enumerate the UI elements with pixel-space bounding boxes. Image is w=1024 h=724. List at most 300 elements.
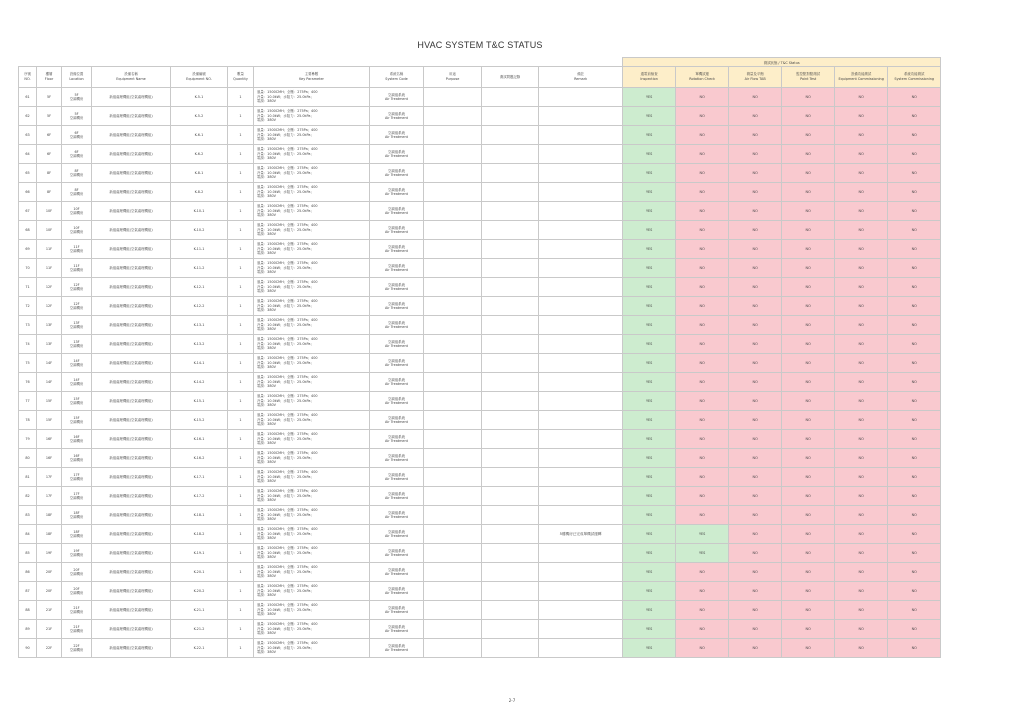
status-cell: NO bbox=[782, 297, 835, 316]
row-equipment-code: K-15-1 bbox=[171, 392, 228, 411]
row-quantity: 1 bbox=[228, 601, 254, 620]
row-equipment-name: 新風處理機組(空氣處理機組) bbox=[92, 468, 171, 487]
system-name-zh: 空調風系統 bbox=[388, 92, 405, 97]
parameter-line: 冷量：10.0kW；水阻力：25.0kPa； bbox=[257, 227, 314, 232]
parameter-line: 冷量：10.0kW；水阻力：25.0kPa； bbox=[257, 303, 314, 308]
column-header-en: Key Parameter bbox=[299, 77, 324, 81]
table-row bbox=[19, 145, 941, 164]
row-number: 78 bbox=[19, 411, 37, 430]
row-floor: 5F bbox=[37, 107, 62, 126]
status-cell: NO bbox=[835, 183, 888, 202]
parameter-line: 冷量：10.0kW；水阻力：25.0kPa； bbox=[257, 645, 314, 650]
status-cell: NO bbox=[782, 449, 835, 468]
row-system-code bbox=[370, 164, 424, 183]
status-cell: NO bbox=[888, 221, 941, 240]
status-cell: NO bbox=[782, 544, 835, 563]
parameter-line: 風量：1500CMH；全壓：275Pa；400 bbox=[257, 90, 318, 95]
location-room: 空調機房 bbox=[69, 439, 84, 443]
row-remark bbox=[539, 221, 623, 240]
status-cell: NO bbox=[888, 202, 941, 221]
status-cell: YES bbox=[623, 259, 676, 278]
row-floor: 17F bbox=[37, 468, 62, 487]
row-number: 79 bbox=[19, 430, 37, 449]
row-remark bbox=[539, 601, 623, 620]
parameter-line: 風量：1500CMH；全壓：275Pa；400 bbox=[257, 489, 318, 494]
parameter-line: 風量：1500CMH；全壓：275Pa；400 bbox=[257, 413, 318, 418]
status-cell: NO bbox=[888, 259, 941, 278]
row-key-parameter bbox=[254, 392, 370, 411]
system-name-zh: 空調風系統 bbox=[388, 472, 405, 477]
status-cell: NO bbox=[729, 221, 782, 240]
status-cell: YES bbox=[623, 88, 676, 107]
row-number: 61 bbox=[19, 88, 37, 107]
row-key-parameter bbox=[254, 487, 370, 506]
table-row bbox=[19, 430, 941, 449]
column-header bbox=[62, 67, 92, 88]
table-row bbox=[19, 468, 941, 487]
parameter-line: 風量：1500CMH；全壓：275Pa；400 bbox=[257, 622, 318, 627]
row-purpose bbox=[424, 335, 482, 354]
row-floor: 8F bbox=[37, 183, 62, 202]
parameter-line: 冷量：10.0kW；水阻力：25.0kPa； bbox=[257, 246, 314, 251]
status-cell: NO bbox=[782, 202, 835, 221]
location-room: 空調機房 bbox=[69, 477, 84, 481]
row-floor: 19F bbox=[37, 544, 62, 563]
row-issue-record bbox=[482, 430, 539, 449]
column-header-zh: 用途 bbox=[449, 72, 456, 76]
status-cell: NO bbox=[676, 449, 729, 468]
row-equipment-code: K-5-1 bbox=[171, 88, 228, 107]
row-number: 83 bbox=[19, 506, 37, 525]
row-equipment-code: K-8-2 bbox=[171, 183, 228, 202]
row-key-parameter bbox=[254, 468, 370, 487]
system-name-en: Air Treatment bbox=[385, 230, 408, 234]
row-number: 71 bbox=[19, 278, 37, 297]
row-location bbox=[62, 411, 92, 430]
location-floor: 19F bbox=[73, 548, 80, 553]
column-header-en: Location bbox=[69, 77, 84, 81]
table-row bbox=[19, 544, 941, 563]
row-equipment-name: 新風處理機組(空氣處理機組) bbox=[92, 164, 171, 183]
status-cell: NO bbox=[888, 582, 941, 601]
row-floor: 15F bbox=[37, 411, 62, 430]
status-cell: NO bbox=[888, 430, 941, 449]
row-quantity: 1 bbox=[228, 354, 254, 373]
row-purpose bbox=[424, 639, 482, 658]
row-issue-record bbox=[482, 88, 539, 107]
column-header bbox=[254, 67, 370, 88]
status-cell: NO bbox=[676, 373, 729, 392]
status-cell: NO bbox=[729, 468, 782, 487]
row-location bbox=[62, 506, 92, 525]
row-equipment-name: 新風處理機組(空氣處理機組) bbox=[92, 563, 171, 582]
status-cell: NO bbox=[676, 221, 729, 240]
row-key-parameter bbox=[254, 373, 370, 392]
parameter-line: 冷量：10.0kW；水阻力：25.0kPa； bbox=[257, 322, 314, 327]
row-quantity: 1 bbox=[228, 316, 254, 335]
table-row bbox=[19, 411, 941, 430]
status-cell: NO bbox=[835, 107, 888, 126]
row-remark bbox=[539, 487, 623, 506]
row-quantity: 1 bbox=[228, 506, 254, 525]
row-issue-record bbox=[482, 126, 539, 145]
status-cell: NO bbox=[782, 88, 835, 107]
system-name-en: Air Treatment bbox=[385, 382, 408, 386]
location-floor: 14F bbox=[73, 377, 80, 382]
location-floor: 22F bbox=[73, 643, 80, 648]
row-key-parameter bbox=[254, 88, 370, 107]
parameter-line: 冷量：10.0kW；水阻力：25.0kPa； bbox=[257, 417, 314, 422]
row-equipment-name: 新風處理機組(空氣處理機組) bbox=[92, 240, 171, 259]
parameter-line: 冷量：10.0kW；水阻力：25.0kPa； bbox=[257, 436, 314, 441]
row-key-parameter bbox=[254, 259, 370, 278]
row-floor: 11F bbox=[37, 240, 62, 259]
row-remark bbox=[539, 183, 623, 202]
table-row bbox=[19, 164, 941, 183]
system-name-zh: 空調風系統 bbox=[388, 377, 405, 382]
parameter-line: 電源：380V bbox=[257, 327, 276, 332]
status-cell: NO bbox=[835, 202, 888, 221]
status-cell: NO bbox=[782, 487, 835, 506]
row-purpose bbox=[424, 544, 482, 563]
table-row bbox=[19, 240, 941, 259]
status-cell: NO bbox=[835, 278, 888, 297]
row-system-code bbox=[370, 430, 424, 449]
row-equipment-code: K-21-2 bbox=[171, 620, 228, 639]
status-cell: NO bbox=[676, 430, 729, 449]
parameter-line: 風量：1500CMH；全壓：275Pa；400 bbox=[257, 337, 318, 342]
parameter-line: 電源：380V bbox=[257, 612, 276, 617]
status-cell: NO bbox=[888, 639, 941, 658]
location-room: 空調機房 bbox=[69, 496, 84, 500]
row-remark bbox=[539, 544, 623, 563]
location-floor: 17F bbox=[73, 472, 80, 477]
parameter-line: 風量：1500CMH；全壓：275Pa；400 bbox=[257, 280, 318, 285]
status-cell: YES bbox=[623, 563, 676, 582]
status-cell: NO bbox=[835, 639, 888, 658]
row-number: 73 bbox=[19, 316, 37, 335]
status-cell: YES bbox=[623, 316, 676, 335]
row-remark bbox=[539, 392, 623, 411]
row-location bbox=[62, 392, 92, 411]
page-number: 2-7 bbox=[508, 698, 516, 703]
row-floor: 10F bbox=[37, 202, 62, 221]
parameter-line: 冷量：10.0kW；水阻力：25.0kPa； bbox=[257, 474, 314, 479]
row-purpose bbox=[424, 145, 482, 164]
parameter-line: 冷量：10.0kW；水阻力：25.0kPa； bbox=[257, 151, 314, 156]
row-equipment-code: K-10-2 bbox=[171, 221, 228, 240]
row-issue-record bbox=[482, 525, 539, 544]
location-room: 空調機房 bbox=[69, 325, 84, 329]
parameter-line: 風量：1500CMH；全壓：275Pa；400 bbox=[257, 603, 318, 608]
location-room: 空調機房 bbox=[69, 458, 84, 462]
status-cell: NO bbox=[835, 620, 888, 639]
parameter-line: 風量：1500CMH；全壓：275Pa；400 bbox=[257, 565, 318, 570]
parameter-line: 電源：380V bbox=[257, 232, 276, 237]
status-cell: NO bbox=[835, 563, 888, 582]
row-key-parameter bbox=[254, 297, 370, 316]
row-key-parameter bbox=[254, 354, 370, 373]
row-equipment-name: 新風處理機組(空氣處理機組) bbox=[92, 126, 171, 145]
row-key-parameter bbox=[254, 126, 370, 145]
row-key-parameter bbox=[254, 430, 370, 449]
status-cell: NO bbox=[835, 430, 888, 449]
row-number: 86 bbox=[19, 563, 37, 582]
row-issue-record bbox=[482, 487, 539, 506]
parameter-line: 冷量：10.0kW；水阻力：25.0kPa； bbox=[257, 113, 314, 118]
status-cell: NO bbox=[729, 544, 782, 563]
status-cell: NO bbox=[782, 582, 835, 601]
row-issue-record bbox=[482, 183, 539, 202]
status-cell: NO bbox=[729, 449, 782, 468]
row-system-code bbox=[370, 145, 424, 164]
row-system-code bbox=[370, 240, 424, 259]
table-row bbox=[19, 449, 941, 468]
row-key-parameter bbox=[254, 506, 370, 525]
status-cell: NO bbox=[676, 411, 729, 430]
status-cell: NO bbox=[888, 487, 941, 506]
row-floor: 21F bbox=[37, 620, 62, 639]
row-system-code bbox=[370, 601, 424, 620]
parameter-line: 風量：1500CMH；全壓：275Pa；400 bbox=[257, 584, 318, 589]
parameter-line: 冷量：10.0kW；水阻力：25.0kPa； bbox=[257, 531, 314, 536]
row-remark bbox=[539, 297, 623, 316]
status-cell: NO bbox=[888, 620, 941, 639]
parameter-line: 冷量：10.0kW；水阻力：25.0kPa； bbox=[257, 132, 314, 137]
status-cell: YES bbox=[623, 354, 676, 373]
system-name-en: Air Treatment bbox=[385, 515, 408, 519]
row-equipment-code: K-18-2 bbox=[171, 525, 228, 544]
location-room: 空調機房 bbox=[69, 382, 84, 386]
row-quantity: 1 bbox=[228, 639, 254, 658]
status-cell: NO bbox=[676, 335, 729, 354]
status-cell: NO bbox=[782, 620, 835, 639]
system-name-en: Air Treatment bbox=[385, 401, 408, 405]
table-row bbox=[19, 259, 941, 278]
row-system-code bbox=[370, 183, 424, 202]
parameter-line: 冷量：10.0kW；水阻力：25.0kPa； bbox=[257, 512, 314, 517]
status-cell: NO bbox=[782, 316, 835, 335]
column-header-en: Point Test bbox=[800, 77, 817, 81]
row-key-parameter bbox=[254, 601, 370, 620]
system-name-en: Air Treatment bbox=[385, 648, 408, 652]
row-equipment-code: K-19-1 bbox=[171, 544, 228, 563]
parameter-line: 風量：1500CMH；全壓：275Pa；400 bbox=[257, 128, 318, 133]
status-cell: YES bbox=[623, 107, 676, 126]
system-name-zh: 空調風系統 bbox=[388, 339, 405, 344]
status-cell: NO bbox=[782, 259, 835, 278]
row-quantity: 1 bbox=[228, 88, 254, 107]
location-floor: 14F bbox=[73, 358, 80, 363]
status-cell: NO bbox=[835, 544, 888, 563]
row-equipment-name: 新風處理機組(空氣處理機組) bbox=[92, 373, 171, 392]
status-cell: NO bbox=[782, 164, 835, 183]
column-header bbox=[676, 67, 729, 88]
status-cell: NO bbox=[888, 411, 941, 430]
row-purpose bbox=[424, 411, 482, 430]
parameter-line: 電源：380V bbox=[257, 175, 276, 180]
row-location bbox=[62, 316, 92, 335]
location-room: 空調機房 bbox=[69, 401, 84, 405]
location-floor: 20F bbox=[73, 586, 80, 591]
status-cell: YES bbox=[623, 335, 676, 354]
status-cell: NO bbox=[729, 88, 782, 107]
row-purpose bbox=[424, 392, 482, 411]
row-floor: 13F bbox=[37, 316, 62, 335]
system-name-zh: 空調風系統 bbox=[388, 643, 405, 648]
row-number: 68 bbox=[19, 221, 37, 240]
column-header-zh: 樓層 bbox=[45, 72, 53, 76]
system-name-zh: 空調風系統 bbox=[388, 320, 405, 325]
row-location bbox=[62, 202, 92, 221]
system-name-en: Air Treatment bbox=[385, 249, 408, 253]
location-floor: 15F bbox=[73, 415, 80, 420]
row-location bbox=[62, 620, 92, 639]
column-header bbox=[424, 67, 482, 88]
row-issue-record bbox=[482, 240, 539, 259]
row-quantity: 1 bbox=[228, 278, 254, 297]
status-cell: NO bbox=[835, 487, 888, 506]
row-remark bbox=[539, 373, 623, 392]
status-cell: NO bbox=[888, 316, 941, 335]
location-floor: 16F bbox=[73, 434, 80, 439]
parameter-line: 電源：380V bbox=[257, 213, 276, 218]
status-cell: NO bbox=[782, 107, 835, 126]
status-cell: NO bbox=[782, 639, 835, 658]
status-cell: NO bbox=[729, 259, 782, 278]
system-name-en: Air Treatment bbox=[385, 154, 408, 158]
status-cell: NO bbox=[888, 525, 941, 544]
parameter-line: 風量：1500CMH；全壓：275Pa；400 bbox=[257, 432, 318, 437]
status-cell: NO bbox=[782, 335, 835, 354]
table-row bbox=[19, 107, 941, 126]
column-header-zh: 測試問題記錄 bbox=[499, 74, 521, 79]
status-cell: NO bbox=[835, 354, 888, 373]
row-system-code bbox=[370, 88, 424, 107]
row-system-code bbox=[370, 126, 424, 145]
system-name-en: Air Treatment bbox=[385, 116, 408, 120]
status-cell: NO bbox=[729, 240, 782, 259]
row-quantity: 1 bbox=[228, 392, 254, 411]
row-number: 89 bbox=[19, 620, 37, 639]
parameter-line: 冷量：10.0kW；水阻力：25.0kPa； bbox=[257, 550, 314, 555]
column-header-en: Equipment Commissioning bbox=[838, 77, 884, 81]
row-location bbox=[62, 563, 92, 582]
row-floor: 20F bbox=[37, 582, 62, 601]
row-remark bbox=[539, 449, 623, 468]
status-cell: NO bbox=[729, 164, 782, 183]
status-cell: YES bbox=[676, 544, 729, 563]
parameter-line: 電源：380V bbox=[257, 194, 276, 199]
parameter-line: 冷量：10.0kW；水阻力：25.0kPa； bbox=[257, 379, 314, 384]
row-location bbox=[62, 354, 92, 373]
column-header bbox=[623, 67, 676, 88]
row-equipment-code: K-15-2 bbox=[171, 411, 228, 430]
row-quantity: 1 bbox=[228, 563, 254, 582]
row-number: 66 bbox=[19, 183, 37, 202]
table-row bbox=[19, 202, 941, 221]
row-purpose bbox=[424, 297, 482, 316]
location-floor: 18F bbox=[73, 529, 80, 534]
row-equipment-code: K-14-1 bbox=[171, 354, 228, 373]
column-header bbox=[171, 67, 228, 88]
status-cell: NO bbox=[888, 164, 941, 183]
row-system-code bbox=[370, 563, 424, 582]
system-name-zh: 空調風系統 bbox=[388, 225, 405, 230]
column-header bbox=[888, 67, 941, 88]
row-purpose bbox=[424, 601, 482, 620]
parameter-line: 電源：380V bbox=[257, 479, 276, 484]
table-row bbox=[19, 639, 941, 658]
status-cell: NO bbox=[782, 563, 835, 582]
table-row bbox=[19, 601, 941, 620]
row-equipment-name: 新風處理機組(空氣處理機組) bbox=[92, 183, 171, 202]
status-group-header: 測試狀態 / T&C Status bbox=[623, 58, 941, 67]
row-remark bbox=[539, 145, 623, 164]
parameter-line: 冷量：10.0kW；水阻力：25.0kPa； bbox=[257, 208, 314, 213]
row-remark bbox=[539, 639, 623, 658]
status-cell: NO bbox=[676, 582, 729, 601]
status-cell: NO bbox=[888, 392, 941, 411]
status-cell: NO bbox=[782, 430, 835, 449]
row-purpose bbox=[424, 468, 482, 487]
status-cell: NO bbox=[676, 278, 729, 297]
status-cell: YES bbox=[676, 525, 729, 544]
system-name-zh: 空調風系統 bbox=[388, 453, 405, 458]
row-equipment-code: K-12-2 bbox=[171, 297, 228, 316]
location-floor: 21F bbox=[73, 605, 80, 610]
row-location bbox=[62, 335, 92, 354]
location-floor: 5F bbox=[74, 92, 79, 97]
status-cell: NO bbox=[888, 88, 941, 107]
column-header-en: NO. bbox=[24, 77, 31, 81]
row-issue-record bbox=[482, 373, 539, 392]
row-number: 65 bbox=[19, 164, 37, 183]
parameter-line: 電源：380V bbox=[257, 498, 276, 503]
location-room: 空調機房 bbox=[69, 344, 84, 348]
system-name-zh: 空調風系統 bbox=[388, 282, 405, 287]
row-equipment-name: 新風處理機組(空氣處理機組) bbox=[92, 525, 171, 544]
status-cell: YES bbox=[623, 620, 676, 639]
parameter-line: 風量：1500CMH；全壓：275Pa；400 bbox=[257, 109, 318, 114]
location-floor: 11F bbox=[73, 244, 80, 249]
column-header-en: System Commissioning bbox=[894, 77, 935, 81]
parameter-line: 冷量：10.0kW；水阻力：25.0kPa； bbox=[257, 360, 314, 365]
column-header bbox=[19, 67, 37, 88]
status-cell: NO bbox=[729, 525, 782, 544]
row-equipment-code: K-16-1 bbox=[171, 430, 228, 449]
row-key-parameter bbox=[254, 316, 370, 335]
parameter-line: 風量：1500CMH；全壓：275Pa；400 bbox=[257, 185, 318, 190]
column-header bbox=[370, 67, 424, 88]
system-name-en: Air Treatment bbox=[385, 135, 408, 139]
status-cell: NO bbox=[835, 411, 888, 430]
location-room: 空調機房 bbox=[69, 363, 84, 367]
location-floor: 17F bbox=[73, 491, 80, 496]
parameter-line: 電源：380V bbox=[257, 118, 276, 123]
table-row bbox=[19, 487, 941, 506]
parameter-line: 風量：1500CMH；全壓：275Pa；400 bbox=[257, 546, 318, 551]
parameter-line: 電源：380V bbox=[257, 99, 276, 104]
row-remark bbox=[539, 107, 623, 126]
parameter-line: 風量：1500CMH；全壓：275Pa；400 bbox=[257, 470, 318, 475]
status-cell: NO bbox=[729, 354, 782, 373]
row-remark bbox=[539, 278, 623, 297]
location-floor: 5F bbox=[74, 111, 79, 116]
system-name-en: Air Treatment bbox=[385, 629, 408, 633]
system-name-zh: 空調風系統 bbox=[388, 168, 405, 173]
status-cell: NO bbox=[729, 316, 782, 335]
